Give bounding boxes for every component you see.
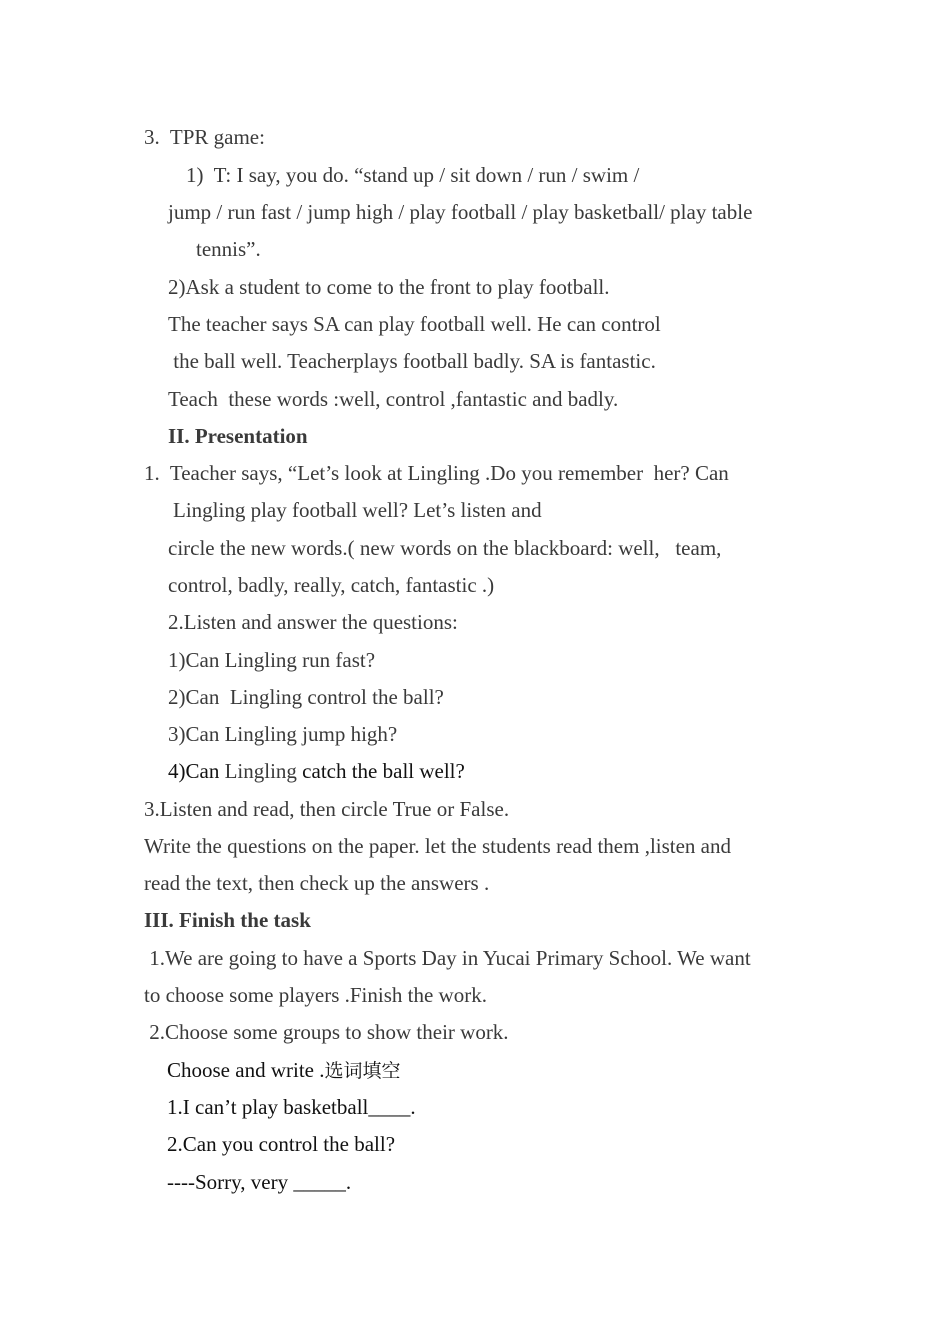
exercise-1: 1.I can’t play basketball____. [167,1095,416,1119]
choose-cn: 选词填空 [324,1060,401,1082]
tpr-item1-line3: tennis”. [196,237,261,261]
question-1: 1)Can Lingling run fast? [168,648,376,672]
tpr-heading: 3. TPR game: [144,125,265,149]
exercise-2-answer: ----Sorry, very _____. [167,1170,352,1194]
tpr-item1-line1: 1) T: I say, you do. “stand up / sit down / run / swim / [186,163,640,187]
presentation-p1-line2: Lingling play football well? Let’s listen and [173,498,542,522]
presentation-p3-line3: read the text, then check up the answers . [144,871,490,895]
question-3: 3)Can Lingling jump high? [168,722,398,746]
presentation-p1-line4: control, badly, really, catch, fantastic .) [168,573,495,597]
task-heading: III. Finish the task [144,908,311,932]
presentation-p1-line1: 1. Teacher says, “Let’s look at Lingling .Do you remember her? Can [144,461,729,485]
choose-and-write [167,1057,401,1084]
question-4-name: Lingling [224,759,297,783]
tpr-item2-line3: the ball well. Teacherplays football badly. SA is fantastic. [168,349,656,373]
presentation-p2-heading: 2.Listen and answer the questions: [168,610,458,634]
question-4-prefix: 4)Can [168,759,225,783]
presentation-p3-line2: Write the questions on the paper. let the students read them ,listen and [144,834,732,858]
task-t1-line1: 1.We are going to have a Sports Day in Yucai Primary School. We want [144,946,751,970]
tpr-item1-line2: jump / run fast / jump high / play football / play basketball/ play table [168,200,753,224]
task-t2-line1: 2.Choose some groups to show their work. [144,1020,509,1044]
presentation-p3-line1: 3.Listen and read, then circle True or False. [144,797,510,821]
question-4 [168,758,465,784]
exercise-2: 2.Can you control the ball? [167,1132,396,1156]
tpr-item2-line4: Teach these words :well, control ,fantastic and badly. [168,387,619,411]
presentation-heading: II. Presentation [168,424,308,448]
question-4-suffix: catch the ball well? [296,759,465,783]
task-t1-line2: to choose some players .Finish the work. [144,983,487,1007]
question-2: 2)Can Lingling control the ball? [168,685,444,709]
choose-en: Choose and write . [167,1058,325,1082]
tpr-item2-line2: The teacher says SA can play football well. He can control [168,312,661,336]
tpr-item2-line1: 2)Ask a student to come to the front to play football. [168,275,610,299]
presentation-p1-line3: circle the new words.( new words on the blackboard: well, team, [168,536,722,560]
